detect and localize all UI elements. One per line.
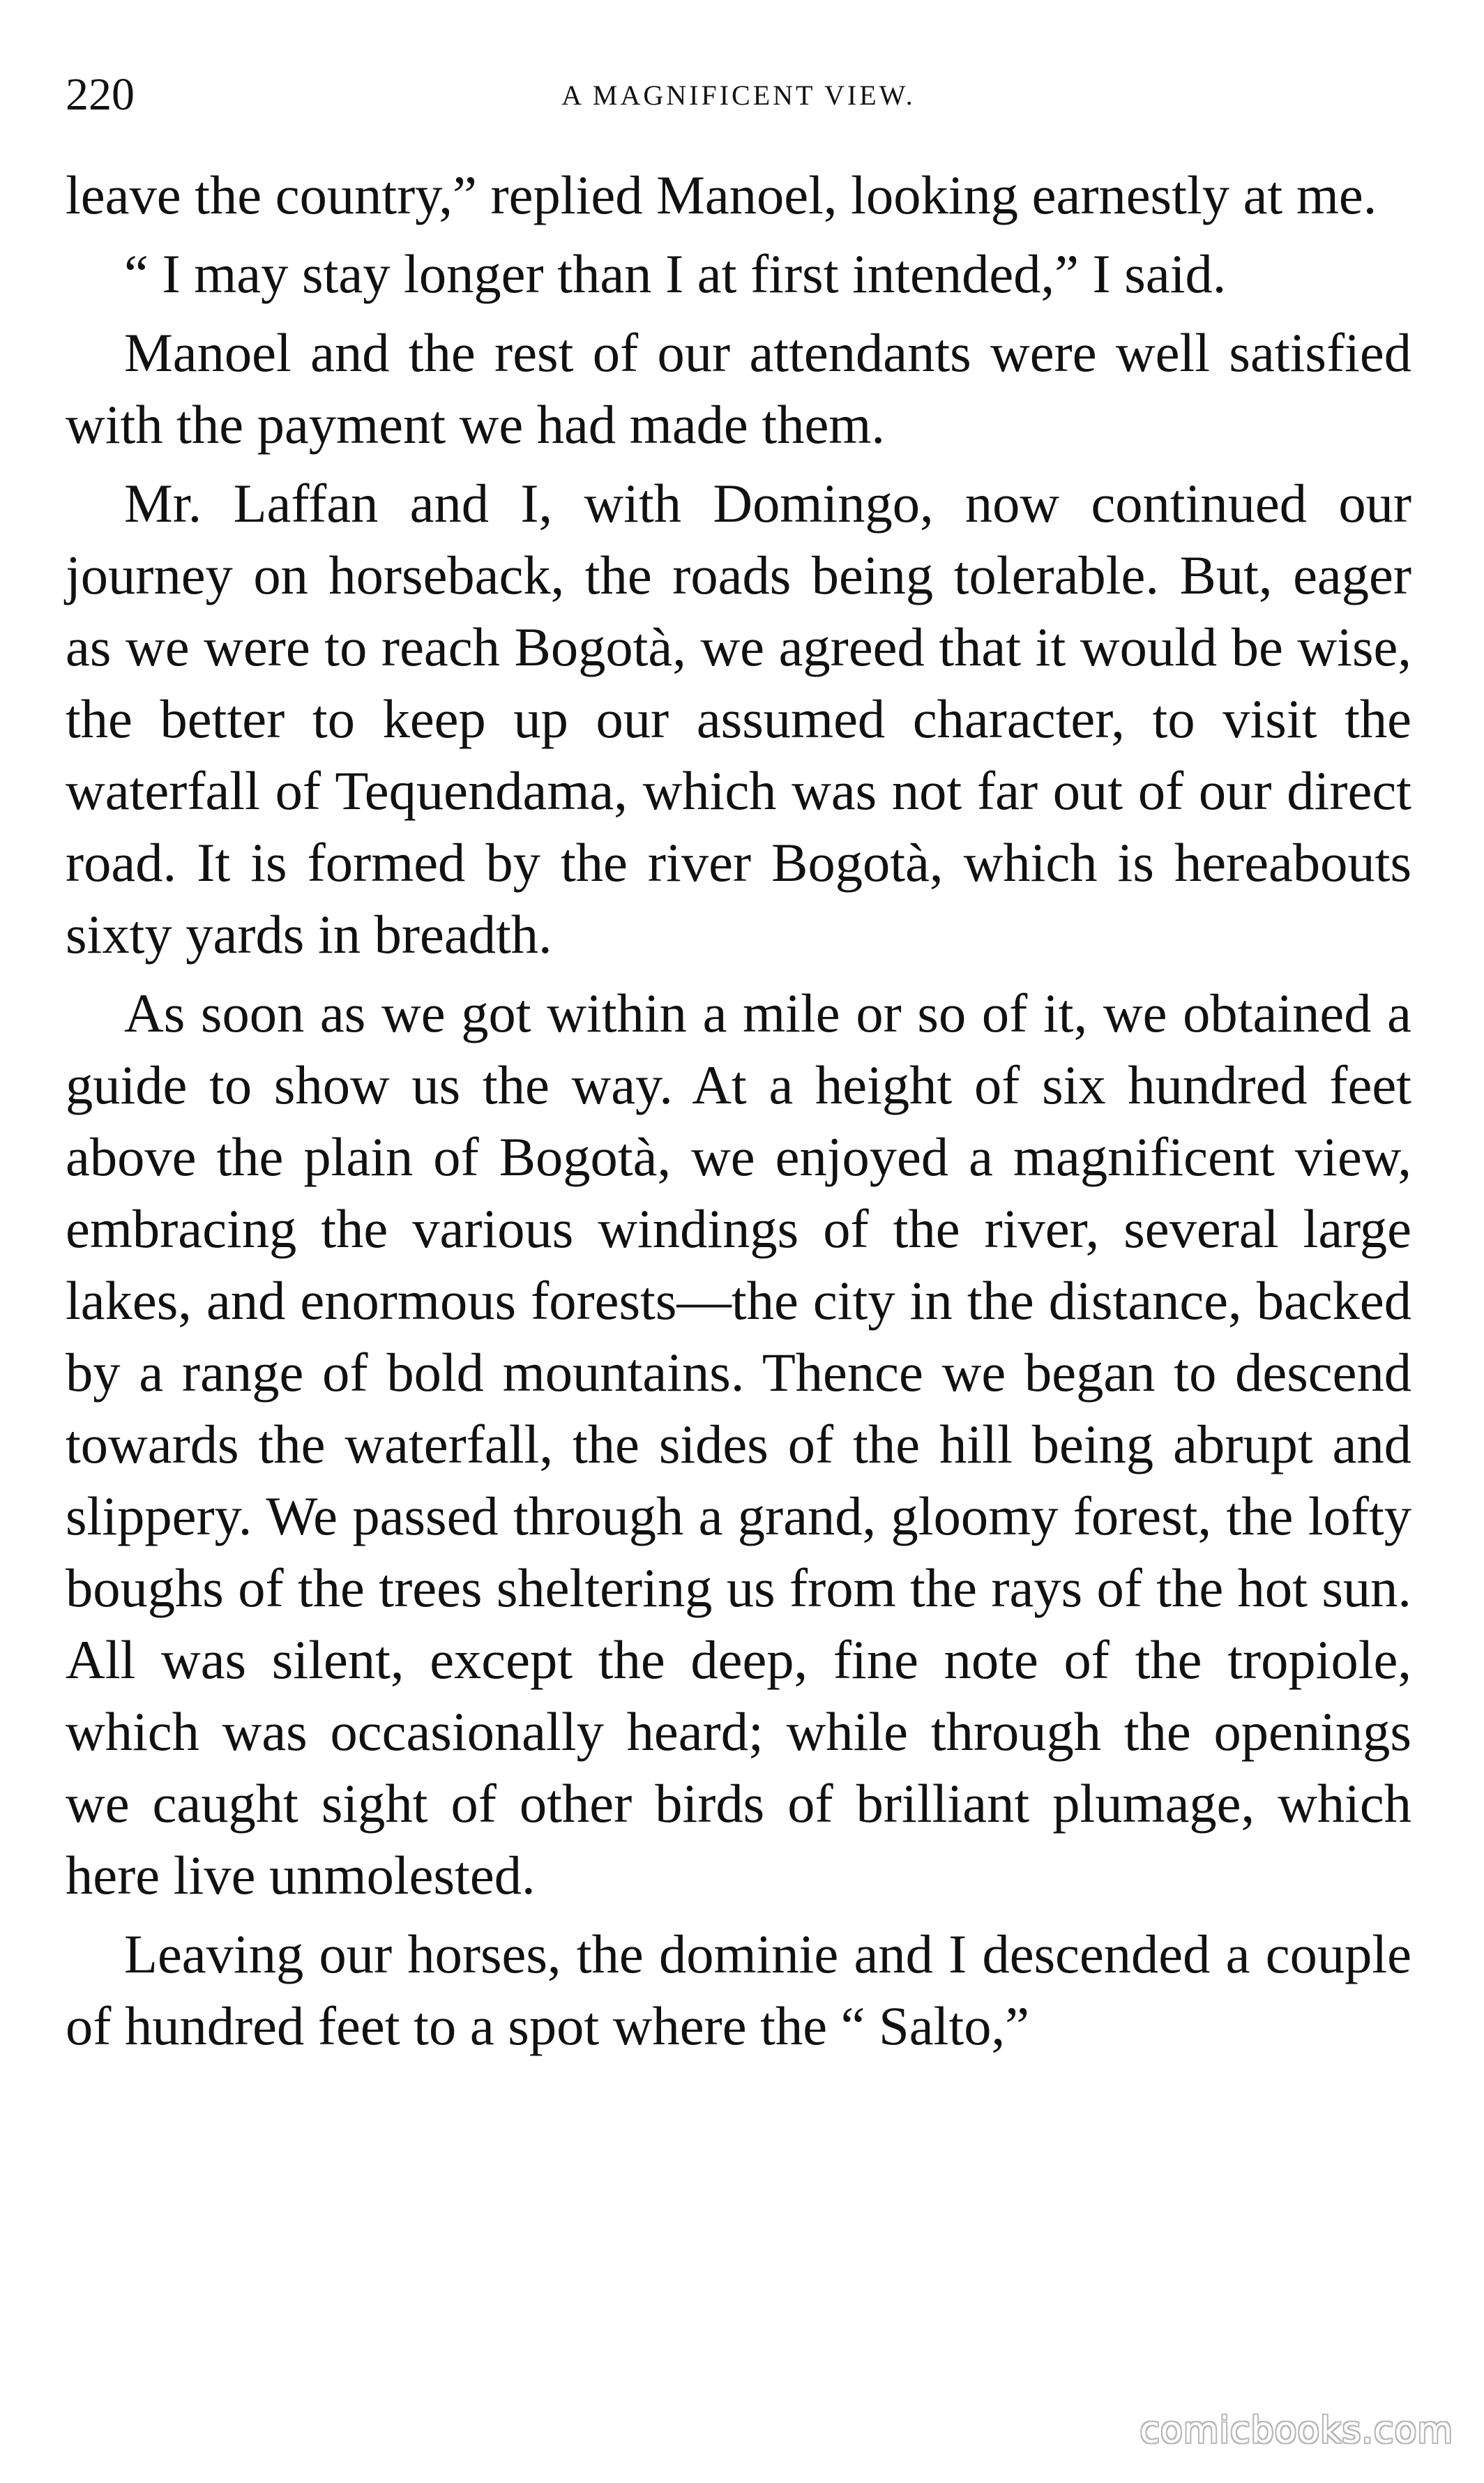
body-text	[66, 159, 1411, 2069]
paragraph: Leaving our horses, the dominie and I descended a couple of hundred feet to a spot where the “ Salto,”	[66, 1924, 1411, 2056]
page-header	[66, 67, 1411, 123]
running-title: A MAGNIFICENT VIEW.	[561, 80, 916, 111]
paragraph: “ I may stay longer than I at first intended,” I said.	[124, 243, 1227, 304]
paragraph: As soon as we got within a mile or so of it, we obtained a guide to show us the way. At a height of six hundred feet above the plain of Bogotà, we enjoyed a magnificent view, embracing the various windings of the river, several large lakes, and enormous forests—the city in the distance, backed by a range of bold mountains. Thence we began to descend towards the waterfall, the sides of the hill being abrupt and slippery. We passed through a grand, gloomy forest, the lofty boughs of the trees sheltering us from the rays of the hot sun. All was silent, except the deep, fine note of the tropiole, which was occasionally heard; while through the openings we caught sight of other birds of brilliant plumage, which here live unmolested.	[66, 983, 1411, 1905]
paragraph: Manoel and the rest of our attendants were well satisfied with the payment we had made them.	[66, 322, 1411, 455]
paragraph: Mr. Laffan and I, with Domingo, now continued our journey on horseback, the roads being tolerable. But, eager as we were to reach Bogotà, we agreed that it would be wise, the better to keep up our assumed character, to visit the waterfall of Tequendama, which was not far out of our direct road. It is formed by the river Bogotà, which is hereabouts sixty yards in breadth.	[66, 473, 1411, 965]
site-watermark: comicbooks.com	[1140, 2410, 1453, 2452]
page-number: 220	[66, 69, 135, 120]
paragraph-continuation: leave the country,” replied Manoel, looking earnestly at me.	[66, 165, 1377, 225]
